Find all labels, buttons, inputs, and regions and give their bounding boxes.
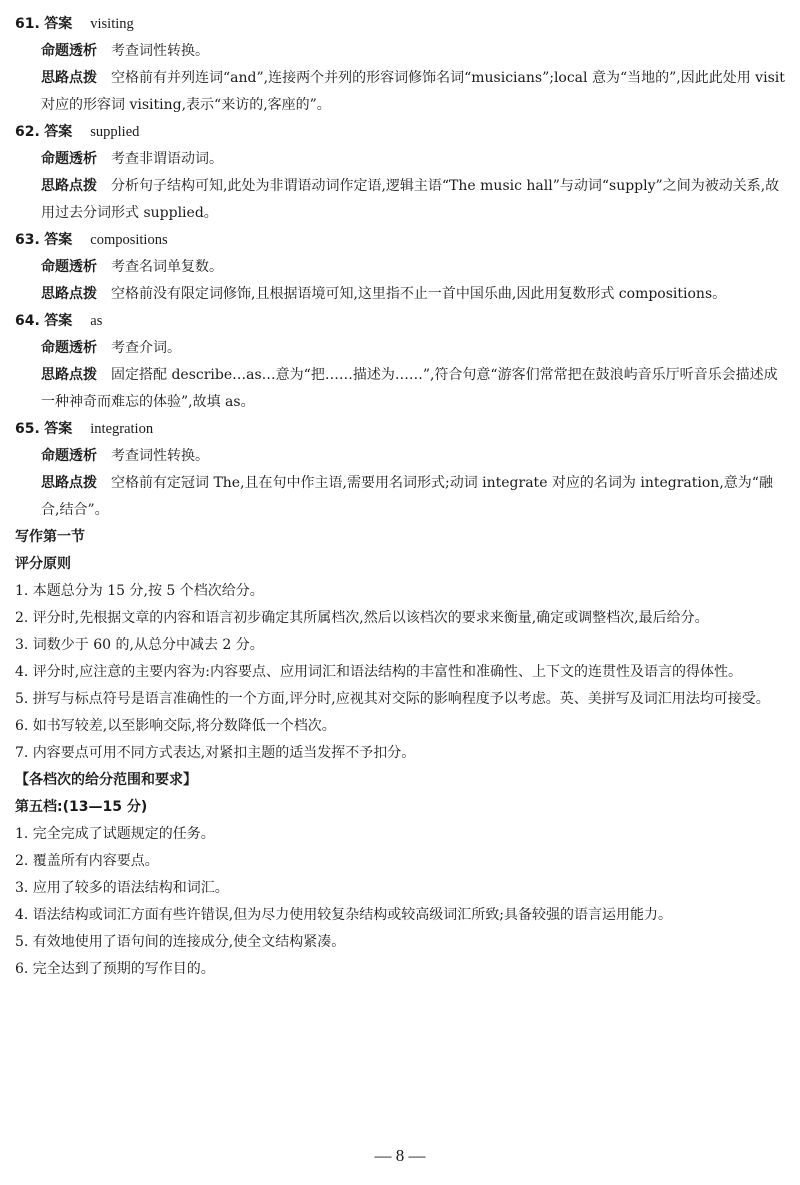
analysis-text: 考查名词单复数。	[111, 259, 223, 275]
answer-label: 答案	[44, 16, 73, 32]
answer-block-63	[15, 227, 785, 308]
analysis-label: 命题透析	[41, 448, 97, 464]
question-number: 63.	[15, 232, 40, 248]
answer-label: 答案	[44, 232, 73, 248]
principle-item: 3. 词数少于 60 的,从总分中减去 2 分。	[15, 637, 264, 653]
level5-title: 第五档:(13—15 分)	[15, 799, 148, 815]
question-number: 61.	[15, 16, 40, 32]
tip-text: 固定搭配 describe…as…意为“把……描述为……”,符合句意“游客们常常把在鼓浪屿音乐厅听音乐会描述成一种神奇而难忘的体验”,故填 as。	[41, 367, 778, 410]
answer-value: compositions	[90, 232, 168, 248]
level5-list	[15, 821, 785, 983]
tip-label: 思路点拨	[41, 178, 97, 194]
tip-text: 分析句子结构可知,此处为非谓语动词作定语,逻辑主语“The music hall”与动词“supply”之间为被动关系,故用过去分词形式 supplied。	[41, 178, 780, 221]
tip-label: 思路点拨	[41, 475, 97, 491]
analysis-label: 命题透析	[41, 151, 97, 167]
principle-item: 6. 如书写较差,以至影响交际,将分数降低一个档次。	[15, 718, 336, 734]
question-number: 62.	[15, 124, 40, 140]
tip-label: 思路点拨	[41, 367, 97, 383]
analysis-label: 命题透析	[41, 340, 97, 356]
tip-text: 空格前有定冠词 The,且在句中作主语,需要用名词形式;动词 integrate 对应的名词为 integration,意为“融合,结合”。	[41, 475, 773, 518]
principles-title: 评分原则	[15, 556, 71, 572]
level5-item: 4. 语法结构或词汇方面有些许错误,但为尽力使用较复杂结构或较高级词汇所致;具备较强的语言运用能力。	[15, 907, 672, 923]
page-number: — 8 —	[374, 1146, 426, 1165]
answer-block-65	[15, 416, 785, 524]
tip-text: 空格前没有限定词修饰,且根据语境可知,这里指不止一首中国乐曲,因此用复数形式 compositions。	[111, 286, 727, 302]
answer-value: visiting	[90, 16, 134, 32]
answer-label: 答案	[44, 313, 73, 329]
levels-title: 【各档次的给分范围和要求】	[15, 772, 197, 788]
answer-value: supplied	[90, 124, 140, 140]
principle-item: 4. 评分时,应注意的主要内容为:内容要点、应用词汇和语法结构的丰富性和准确性、上下文的连贯性及语言的得体性。	[15, 664, 742, 680]
page-content	[15, 11, 785, 983]
answer-block-61	[15, 11, 785, 119]
tip-label: 思路点拨	[41, 70, 97, 86]
level5-item: 1. 完全完成了试题规定的任务。	[15, 826, 215, 842]
level5-item: 3. 应用了较多的语法结构和词汇。	[15, 880, 229, 896]
analysis-label: 命题透析	[41, 43, 97, 59]
answer-block-62	[15, 119, 785, 227]
analysis-text: 考查非谓语动词。	[111, 151, 223, 167]
tip-text: 空格前有并列连词“and”,连接两个并列的形容词修饰名词“musicians”;local 意为“当地的”,因此此处用 visit 对应的形容词 visiting,表示“来访的,客座的”。	[41, 70, 785, 113]
principle-item: 2. 评分时,先根据文章的内容和语言初步确定其所属档次,然后以该档次的要求来衡量,确定或调整档次,最后给分。	[15, 610, 709, 626]
level5-item: 6. 完全达到了预期的写作目的。	[15, 961, 215, 977]
answer-value: as	[90, 313, 103, 329]
answer-label: 答案	[44, 124, 73, 140]
level5-item: 5. 有效地使用了语句间的连接成分,使全文结构紧凑。	[15, 934, 346, 950]
writing-section-title: 写作第一节	[15, 529, 85, 545]
analysis-text: 考查词性转换。	[111, 43, 209, 59]
principle-item: 7. 内容要点可用不同方式表达,对紧扣主题的适当发挥不予扣分。	[15, 745, 416, 761]
principle-item: 5. 拼写与标点符号是语言准确性的一个方面,评分时,应视其对交际的影响程度予以考虑。英、美拼写及词汇用法均可接受。	[15, 691, 770, 707]
analysis-text: 考查词性转换。	[111, 448, 209, 464]
answer-label: 答案	[44, 421, 73, 437]
analysis-text: 考查介词。	[111, 340, 181, 356]
analysis-label: 命题透析	[41, 259, 97, 275]
answer-value: integration	[90, 421, 154, 437]
level5-item: 2. 覆盖所有内容要点。	[15, 853, 159, 869]
principle-item: 1. 本题总分为 15 分,按 5 个档次给分。	[15, 583, 264, 599]
question-number: 64.	[15, 313, 40, 329]
question-number: 65.	[15, 421, 40, 437]
principles-list	[15, 578, 785, 767]
tip-label: 思路点拨	[41, 286, 97, 302]
answer-block-64	[15, 308, 785, 416]
